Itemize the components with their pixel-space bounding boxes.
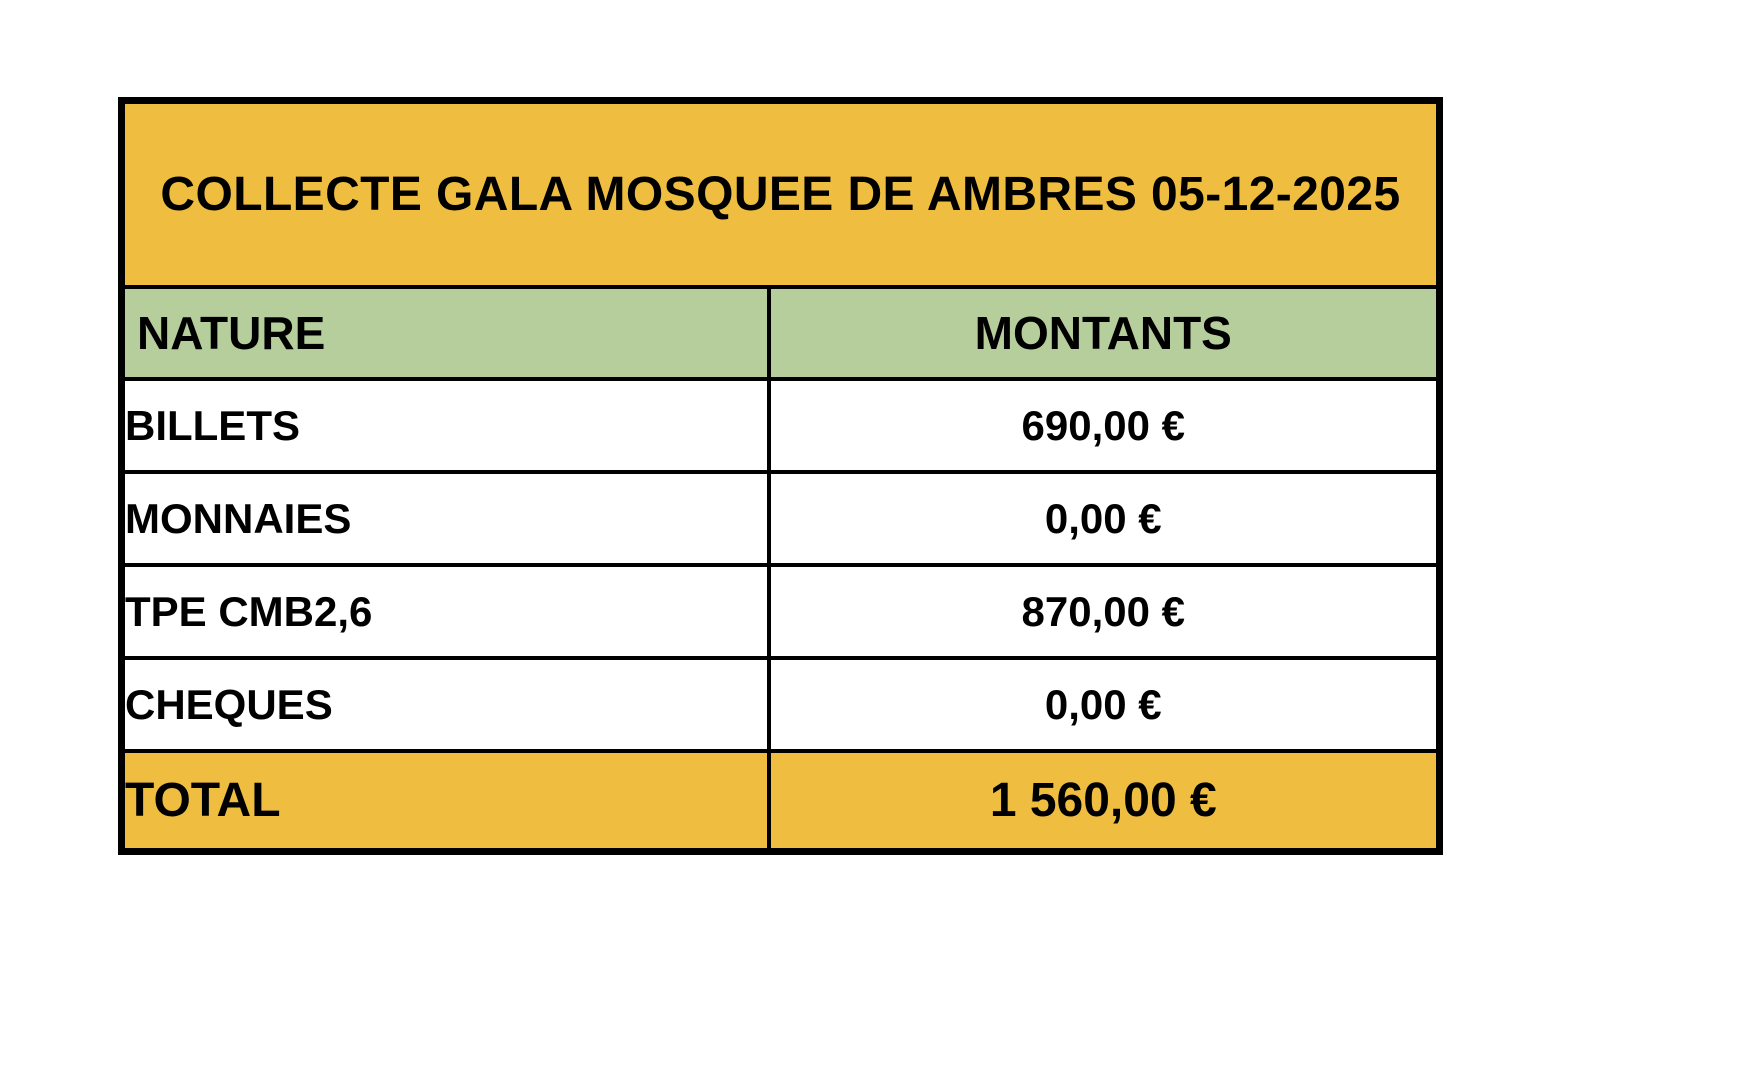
row-amount-cheques: 0,00 € bbox=[769, 658, 1440, 751]
row-amount-tpe-cmb: 870,00 € bbox=[769, 565, 1440, 658]
document-title: COLLECTE GALA MOSQUEE DE AMBRES 05-12-2025 bbox=[122, 101, 1440, 288]
total-amount: 1 560,00 € bbox=[769, 751, 1440, 852]
table-row bbox=[122, 472, 1440, 565]
table-title-row bbox=[122, 101, 1440, 288]
table-header-row bbox=[122, 287, 1440, 379]
row-nature-monnaies: MONNAIES bbox=[122, 472, 769, 565]
row-nature-tpe-cmb: TPE CMB2,6 bbox=[122, 565, 769, 658]
table-total-row bbox=[122, 751, 1440, 852]
column-header-montants: MONTANTS bbox=[769, 287, 1440, 379]
table-row bbox=[122, 658, 1440, 751]
total-label: TOTAL bbox=[122, 751, 769, 852]
table-row bbox=[122, 565, 1440, 658]
collection-summary-table bbox=[118, 97, 1443, 855]
column-header-nature: NATURE bbox=[122, 287, 769, 379]
row-nature-billets: BILLETS bbox=[122, 379, 769, 472]
row-amount-monnaies: 0,00 € bbox=[769, 472, 1440, 565]
row-amount-billets: 690,00 € bbox=[769, 379, 1440, 472]
row-nature-cheques: CHEQUES bbox=[122, 658, 769, 751]
table-row bbox=[122, 379, 1440, 472]
